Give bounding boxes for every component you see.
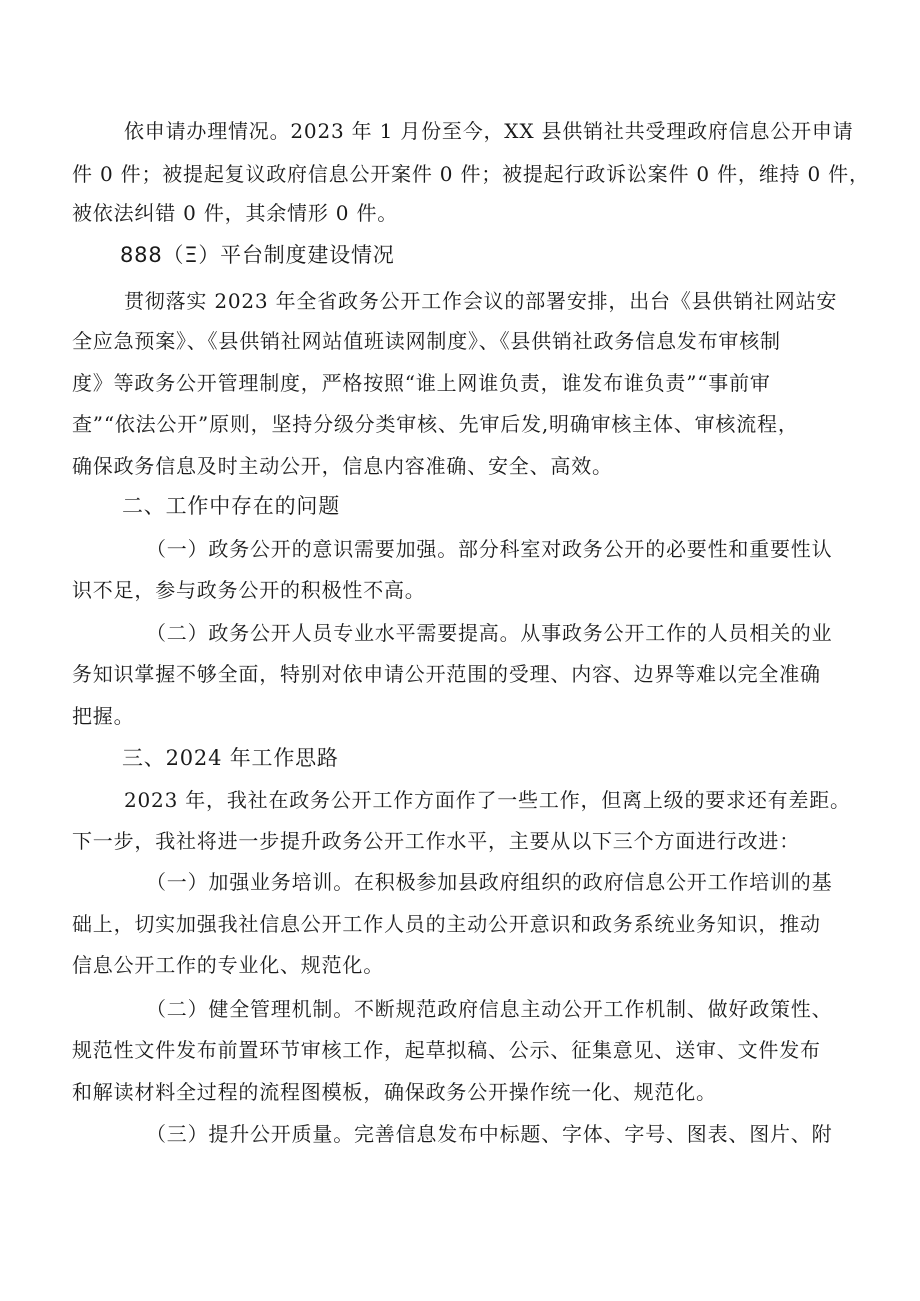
paragraph-line: 件 0 件；被提起复议政府信息公开案件 0 件；被提起行政诉讼案件 0 件，维持 0 件，	[72, 162, 870, 186]
paragraph-line: 下一步，我社将进一步提升政务公开工作水平，主要从以下三个方面进行改进：	[72, 829, 800, 853]
paragraph-line: 信息公开工作的专业化、规范化。	[72, 953, 384, 977]
section-heading: 二、工作中存在的问题	[122, 494, 340, 518]
paragraph-line: （一）加强业务培训。在积极参加县政府组织的政府信息公开工作培训的基	[146, 870, 833, 894]
paragraph-line: 确保政务信息及时主动公开，信息内容准确、安全、高效。	[72, 454, 613, 478]
paragraph-line: 务知识掌握不够全面，特别对依申请公开范围的受理、内容、边界等难以完全准确	[72, 662, 821, 686]
paragraph-line: 依申请办理情况。2023 年 1 月份至今，XX 县供销社共受理政府信息公开申请	[124, 119, 854, 143]
paragraph-line: 2023 年，我社在政务公开工作方面作了一些工作，但离上级的要求还有差距。	[124, 788, 851, 812]
paragraph-line: 础上，切实加强我社信息公开工作人员的主动公开意识和政务系统业务知识，推动	[72, 912, 821, 936]
paragraph-line: （二）健全管理机制。不断规范政府信息主动公开工作机制、做好政策性、	[146, 997, 833, 1021]
paragraph-line: 度》等政务公开管理制度，严格按照“谁上网谁负责，谁发布谁负责”“事前审	[72, 371, 771, 395]
paragraph-line: 把握。	[72, 704, 135, 728]
paragraph-line: 识不足，参与政务公开的积极性不高。	[72, 578, 426, 602]
paragraph-line: 规范性文件发布前置环节审核工作，起草拟稿、公示、征集意见、送审、文件发布	[72, 1038, 821, 1062]
section-heading: 三、2024 年工作思路	[122, 746, 339, 770]
paragraph-line: 和解读材料全过程的流程图模板，确保政务公开操作统一化、规范化。	[72, 1080, 717, 1104]
paragraph-line: 被依法纠错 0 件，其余情形 0 件。	[72, 201, 399, 225]
paragraph-line: 查”“依法公开”原则，坚持分级分类审核、先审后发,明确审核主体、审核流程，	[72, 412, 799, 436]
paragraph-line: （三）提升公开质量。完善信息发布中标题、字体、字号、图表、图片、附	[146, 1122, 833, 1146]
paragraph-line: 贯彻落实 2023 年全省政务公开工作会议的部署安排，出台《县供销社网站安	[124, 289, 838, 313]
section-heading: 888（Ξ）平台制度建设情况	[120, 243, 395, 267]
paragraph-line: 全应急预案》、《县供销社网站值班读网制度》、《县供销社政务信息发布审核制	[72, 329, 781, 353]
paragraph-line: （一）政务公开的意识需要加强。部分科室对政务公开的必要性和重要性认	[146, 537, 833, 561]
paragraph-line: （二）政务公开人员专业水平需要提高。从事政务公开工作的人员相关的业	[146, 621, 833, 645]
